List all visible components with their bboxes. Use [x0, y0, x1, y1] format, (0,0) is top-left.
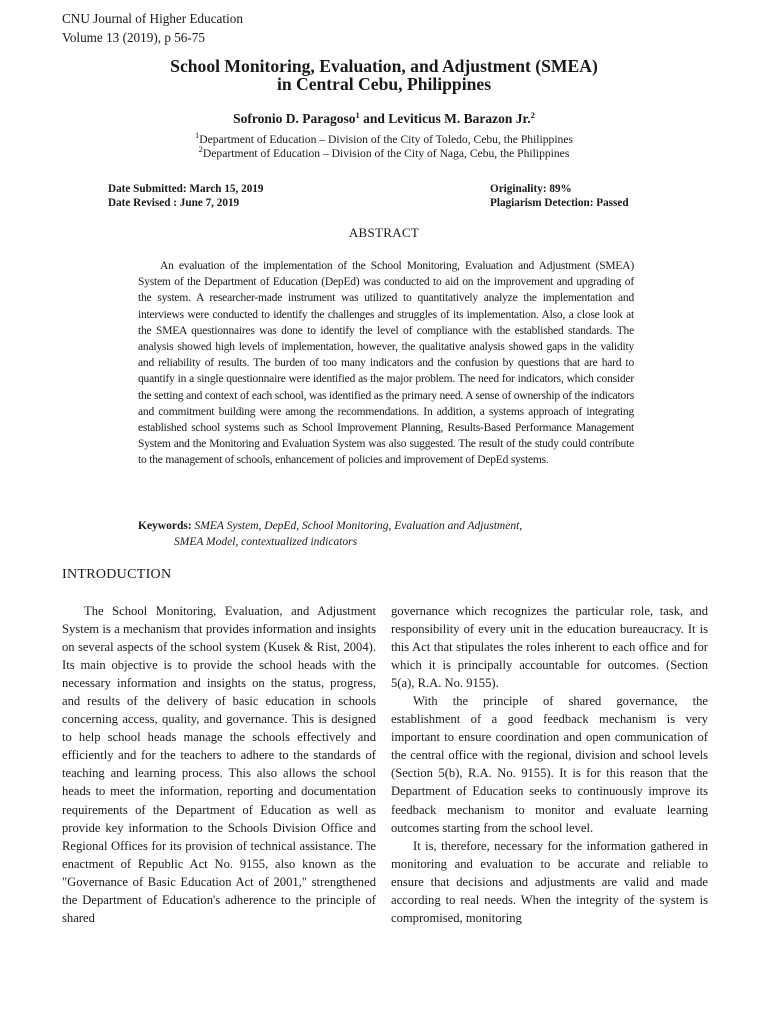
left-column [62, 602, 376, 927]
affiliation-2 [0, 144, 768, 160]
journal-header [62, 9, 243, 47]
author-1: Sofronio D. Paragoso [233, 111, 356, 126]
plagiarism-status: Plagiarism Detection: Passed [490, 197, 629, 209]
intro-paragraph-1: The School Monitoring, Evaluation, and Adjustment System is a mechanism that provides information and insights on several aspects of the school system (Kusek & Rist, 2004). Its main objective is to provide the school heads with the necessary information and insights on the status, progress, and results of the delivery of basic education in schools concerning access, quality, and governance. This is designed to help school heads manage the schools effectively and efficiently and for the teachers to adhere to the standards of teaching and learning process. This also allows the school heads to meet the information, reporting and documentation requirements of the Department of Education as well as provide key information to the Schools Division Office and Regional Offices for its provision of technical assistance. The enactment of Republic Act No. 9155, also known as the "Governance of Basic Education Act of 2001," strengthened the Department of Education's adherence to the principle of shared [62, 604, 376, 925]
author-list [0, 110, 768, 127]
affiliation-1-text: Department of Education – Division of the City of Toledo, Cebu, the Philippines [199, 133, 574, 146]
section-heading-introduction: INTRODUCTION [62, 567, 172, 582]
affiliation-2-text: Department of Education – Division of the City of Naga, Cebu, the Philippines [202, 147, 570, 160]
keywords [138, 518, 634, 550]
author-1-affil-mark: 1 [355, 110, 360, 120]
review-metrics [490, 182, 629, 210]
date-revised: Date Revised : June 7, 2019 [108, 197, 240, 209]
author-conjunction: and [359, 111, 389, 126]
author-2: Leviticus M. Barazon Jr. [388, 111, 531, 126]
author-2-affil-mark: 2 [530, 110, 535, 120]
intro-paragraph-2: With the principle of shared governance, the establishment of a good feedback mechanism is very important to ensure coordination and open communication of the central office with the regional, division and school levels (Section 5(b), R.A. No. 9155). It is for this reason that the Department of Education seeks to continuously improve its feedback mechanism to monitor and evaluate learning outcomes starting from the school level. [391, 694, 708, 835]
keywords-line-2: SMEA Model, contextualized indicators [174, 536, 358, 549]
journal-name: CNU Journal of Higher Education [62, 11, 243, 26]
originality-score: Originality: 89% [490, 183, 572, 195]
affiliation-1-mark: 1 [194, 130, 200, 140]
title-line-1: School Monitoring, Evaluation, and Adjustment (SMEA) [170, 56, 598, 76]
right-column [391, 602, 708, 927]
abstract-heading: ABSTRACT [348, 225, 420, 240]
intro-paragraph-3: It is, therefore, necessary for the information gathered in monitoring and evaluation to be accurate and reliable to ensure that decisions and adjustments are valid and made according to real needs. When the integrity of the system is compromised, monitoring [391, 838, 708, 925]
submission-dates [108, 182, 263, 210]
affiliation-2-mark: 2 [198, 144, 203, 154]
intro-paragraph-1-continued: governance which recognizes the particular role, task, and responsibility of every unit in the education bureaucracy. It is this Act that stipulates the roles inherent to each office and for which it is principally accountable for outcomes. (Section 5(a), R.A. No. 9155). [391, 604, 708, 691]
title-line-2: in Central Cebu, Philippines [276, 74, 492, 94]
paper-title [0, 57, 768, 93]
abstract-body: An evaluation of the implementation of the School Monitoring, Evaluation and Adjustment (SMEA) System of the Department of Education (DepEd) was conducted to aid on the improvement and upgrading of the system. A researcher-made instrument was utilized to quantitatively analyze the implementation and interviews were conducted to identify the challenges and struggles of its implementation. Also, a close look at the SMEA questionnaires was done to identify the level of compliance with the established standards. The analysis showed high levels of implementation, however, the qualitative analysis showed gaps in the validity and reliability of results. The burden of too many indicators and the confusion by questions that are hard to quantify in a single questionnaire were identified as the major problem. The need for indicators, which consider the setting and context of each school, was identified as the primary need. A sense of ownership of the indicators and commitment building were among the recommendations. In addition, a systems approach of integrating established school systems such as School Improvement Planning, Results-Based Performance Management System and the Monitoring and Evaluation System was also suggested. The result of the study could contribute to the management of schools, enhancement of policies and improvement of DepEd systems. [138, 260, 634, 467]
journal-volume: Volume 13 (2019), p 56-75 [62, 30, 205, 45]
date-submitted: Date Submitted: March 15, 2019 [108, 183, 264, 195]
keywords-line-1: SMEA System, DepEd, School Monitoring, Evaluation and Adjustment, [191, 520, 523, 532]
keywords-label: Keywords: [138, 520, 192, 532]
